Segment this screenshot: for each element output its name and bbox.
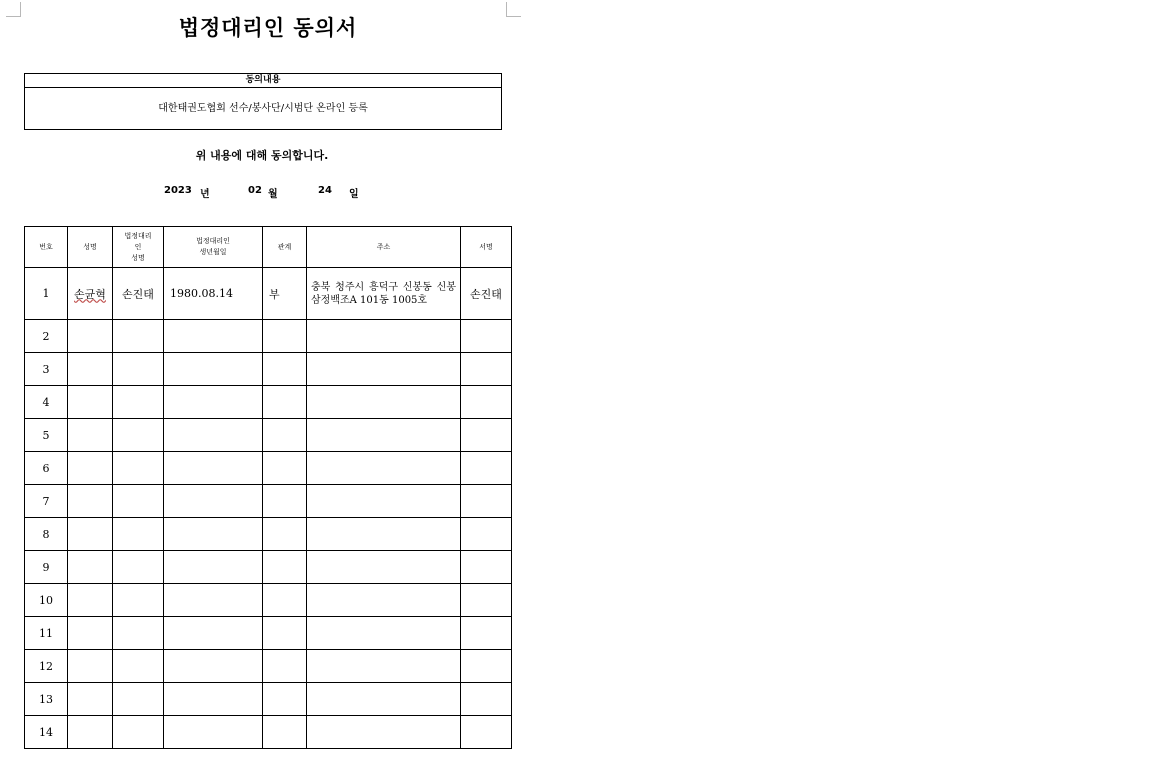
cell-guardian-name	[113, 419, 164, 452]
cell-signature	[461, 320, 512, 353]
cell-no-text: 13	[39, 692, 53, 706]
cell-no-text: 6	[42, 461, 50, 475]
cell-guardian-birth	[164, 617, 263, 650]
cell-no-text: 9	[42, 560, 50, 574]
cell-signature	[461, 452, 512, 485]
cell-address	[307, 320, 461, 353]
date-month: 02	[248, 185, 262, 196]
table-row	[25, 584, 512, 617]
cell-relation-text: 부	[269, 287, 280, 301]
cell-name	[68, 320, 113, 353]
cell-guardian-birth	[164, 683, 263, 716]
cell-name	[68, 353, 113, 386]
cell-address	[307, 353, 461, 386]
cell-address	[307, 452, 461, 485]
cell-no	[25, 551, 68, 584]
cell-guardian-birth	[164, 419, 263, 452]
header-guardian-name	[113, 227, 164, 268]
cell-relation	[263, 386, 307, 419]
cell-no-text: 7	[42, 494, 50, 508]
cell-name	[68, 551, 113, 584]
cell-no-text: 14	[39, 725, 53, 739]
cell-guardian-name	[113, 551, 164, 584]
header-guardian-name-l1: 법정대리	[124, 231, 152, 240]
cell-no-text: 11	[39, 626, 53, 640]
cell-no	[25, 485, 68, 518]
table-row	[25, 452, 512, 485]
cell-guardian-name	[113, 386, 164, 419]
table-row	[25, 485, 512, 518]
cell-name	[68, 485, 113, 518]
table-row	[25, 551, 512, 584]
table-header-row	[25, 227, 512, 268]
table-row	[25, 518, 512, 551]
table-row	[25, 716, 512, 749]
cell-name	[68, 268, 113, 320]
cell-no-text: 4	[42, 395, 50, 409]
cell-no	[25, 650, 68, 683]
cell-signature	[461, 584, 512, 617]
header-relation: 관계	[263, 227, 307, 268]
cell-no-text: 3	[42, 362, 50, 376]
cell-relation	[263, 452, 307, 485]
cell-signature	[461, 617, 512, 650]
cell-guardian-birth	[164, 268, 263, 320]
cell-name	[68, 650, 113, 683]
cell-no	[25, 716, 68, 749]
cell-no	[25, 419, 68, 452]
consent-content: 대한태권도협회 선수/봉사단/시범단 온라인 등록	[158, 103, 368, 114]
header-guardian-birth-l2: 생년월일	[199, 248, 227, 256]
cell-address	[307, 419, 461, 452]
cell-no-text: 10	[39, 593, 53, 607]
cell-guardian-birth	[164, 320, 263, 353]
cell-address	[307, 650, 461, 683]
consent-header: 동의내용	[25, 74, 501, 88]
cell-signature	[461, 518, 512, 551]
cell-address	[307, 268, 461, 320]
cell-relation	[263, 584, 307, 617]
header-address: 주소	[307, 227, 461, 268]
guardian-table	[24, 226, 512, 749]
cell-signature	[461, 716, 512, 749]
cell-relation	[263, 518, 307, 551]
cell-guardian-name	[113, 683, 164, 716]
cell-guardian-birth	[164, 584, 263, 617]
cell-guardian-name	[113, 452, 164, 485]
consent-box	[24, 73, 502, 130]
cell-relation	[263, 419, 307, 452]
cell-guardian-birth	[164, 452, 263, 485]
cell-guardian-birth	[164, 386, 263, 419]
cell-signature	[461, 551, 512, 584]
cell-relation	[263, 320, 307, 353]
cell-relation	[263, 617, 307, 650]
cell-address	[307, 683, 461, 716]
cell-guardian-birth	[164, 353, 263, 386]
cell-signature-text: 손진태	[470, 287, 502, 301]
cell-signature	[461, 386, 512, 419]
cell-name	[68, 386, 113, 419]
cell-guardian-birth	[164, 716, 263, 749]
cell-no	[25, 320, 68, 353]
cell-address	[307, 518, 461, 551]
cell-address	[307, 584, 461, 617]
cell-relation	[263, 268, 307, 320]
cell-relation	[263, 716, 307, 749]
cell-address-text: 충북 청주시 흥덕구 신봉동 신봉삼정백조A 101동 1005호	[311, 281, 456, 306]
cell-no-text: 8	[42, 527, 50, 541]
document-title: 법정대리인 동의서	[178, 16, 358, 40]
date-year-unit: 년	[200, 189, 210, 200]
cell-signature	[461, 650, 512, 683]
cell-relation	[263, 551, 307, 584]
cell-guardian-name	[113, 268, 164, 320]
cell-guardian-name	[113, 716, 164, 749]
header-guardian-birth	[164, 227, 263, 268]
cell-name	[68, 716, 113, 749]
cell-address	[307, 485, 461, 518]
cell-signature	[461, 419, 512, 452]
cell-guardian-name	[113, 617, 164, 650]
cell-name	[68, 683, 113, 716]
header-guardian-birth-l1: 법정대리인	[196, 237, 230, 245]
table-row	[25, 683, 512, 716]
cell-guardian-name	[113, 353, 164, 386]
cell-no	[25, 617, 68, 650]
table-row	[25, 650, 512, 683]
agreement-statement: 위 내용에 대해 동의합니다.	[195, 149, 329, 162]
header-guardian-name-l3: 성명	[131, 253, 145, 262]
cell-relation	[263, 683, 307, 716]
cell-guardian-name	[113, 584, 164, 617]
cell-guardian-birth	[164, 650, 263, 683]
header-guardian-name-l2: 인	[134, 242, 142, 251]
cell-signature	[461, 353, 512, 386]
cell-no	[25, 683, 68, 716]
header-signature: 서명	[461, 227, 512, 268]
header-no: 번호	[25, 227, 68, 268]
cell-name	[68, 419, 113, 452]
cell-no-text: 12	[39, 659, 53, 673]
cell-name-text: 손균혁	[74, 287, 106, 301]
cell-guardian-name	[113, 518, 164, 551]
date-day-unit: 일	[349, 189, 359, 200]
cell-no-text: 1	[42, 287, 50, 300]
cell-relation	[263, 485, 307, 518]
date-day: 24	[318, 185, 332, 196]
cell-no	[25, 268, 68, 320]
table-row	[25, 419, 512, 452]
cell-name	[68, 518, 113, 551]
cell-no-text: 5	[42, 428, 50, 442]
cell-no	[25, 584, 68, 617]
cell-no	[25, 452, 68, 485]
table-row	[25, 268, 512, 320]
cell-address	[307, 716, 461, 749]
cell-guardian-name	[113, 485, 164, 518]
cell-guardian-birth	[164, 485, 263, 518]
cell-signature	[461, 485, 512, 518]
cell-guardian-name	[113, 650, 164, 683]
table-row	[25, 320, 512, 353]
cell-address	[307, 386, 461, 419]
header-name: 성명	[68, 227, 113, 268]
cell-signature	[461, 683, 512, 716]
cell-no-text: 2	[42, 329, 50, 343]
cell-relation	[263, 353, 307, 386]
cell-guardian-birth	[164, 551, 263, 584]
table-row	[25, 386, 512, 419]
cell-address	[307, 617, 461, 650]
cell-relation	[263, 650, 307, 683]
crop-mark-left	[6, 2, 21, 17]
cell-name	[68, 584, 113, 617]
cell-guardian-name-text: 손진태	[122, 287, 154, 301]
table-row	[25, 353, 512, 386]
cell-no	[25, 386, 68, 419]
cell-no	[25, 353, 68, 386]
cell-signature	[461, 268, 512, 320]
cell-no	[25, 518, 68, 551]
table-row	[25, 617, 512, 650]
cell-address	[307, 551, 461, 584]
cell-guardian-name	[113, 320, 164, 353]
date-year: 2023	[164, 185, 192, 196]
cell-name	[68, 617, 113, 650]
date-month-unit: 월	[268, 189, 278, 200]
cell-name	[68, 452, 113, 485]
cell-guardian-birth-text: 1980.08.14	[170, 287, 233, 300]
cell-guardian-birth	[164, 518, 263, 551]
